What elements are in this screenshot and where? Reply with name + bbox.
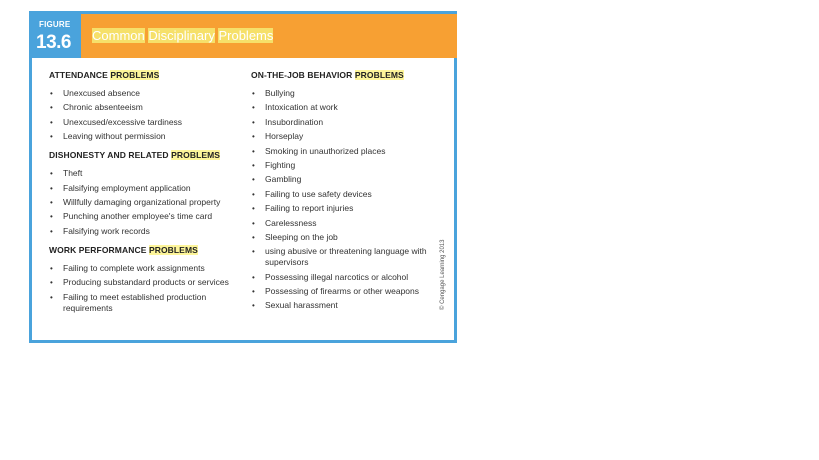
- on-the-job-list: [251, 88, 447, 311]
- figure-badge: [32, 14, 81, 58]
- attendance-heading: ATTENDANCE PROBLEMS: [49, 70, 160, 80]
- heading-highlight: PROBLEMS: [148, 244, 198, 255]
- list-item: • Falsifying employment application: [49, 183, 243, 194]
- list-item: • Theft: [49, 168, 243, 179]
- list-item: • Producing substandard products or services: [49, 277, 243, 288]
- figure-frame: [29, 11, 457, 343]
- list-item: • Horseplay: [251, 131, 447, 142]
- figure-title: [92, 28, 273, 43]
- figure-label: FIGURE: [39, 20, 71, 29]
- list-item: • Unexcused absence: [49, 88, 243, 99]
- list-item: • Falsifying work records: [49, 226, 243, 237]
- work-performance-list: [49, 263, 243, 314]
- list-item: • Bullying: [251, 88, 447, 99]
- copyright-credit: © Cengage Learning 2013: [440, 239, 446, 310]
- list-item: • using abusive or threatening language with supervisors: [251, 246, 447, 268]
- list-item: • Sleeping on the job: [251, 232, 447, 243]
- attendance-list: [49, 88, 243, 142]
- figure-number: 13.6: [36, 32, 71, 53]
- right-column: [251, 70, 447, 319]
- on-the-job-heading: ON-THE-JOB BEHAVIOR PROBLEMS: [251, 70, 404, 80]
- left-column: [49, 70, 243, 322]
- dishonesty-heading: DISHONESTY AND RELATED PROBLEMS: [49, 150, 221, 161]
- list-item: • Punching another employee's time card: [49, 211, 243, 222]
- list-item: • Failing to meet established production requirements: [49, 292, 243, 314]
- heading-highlight: PROBLEMS: [354, 70, 404, 80]
- heading-highlight: PROBLEMS: [171, 150, 221, 161]
- list-item: • Possessing illegal narcotics or alcohol: [251, 272, 447, 283]
- list-item: • Fighting: [251, 160, 447, 171]
- list-item: • Carelessness: [251, 218, 447, 229]
- figure-title-word: Common: [92, 28, 145, 43]
- list-item: • Possessing of firearms or other weapons: [251, 286, 447, 297]
- list-item: • Insubordination: [251, 117, 447, 128]
- list-item: • Willfully damaging organizational property: [49, 197, 243, 208]
- figure-header: [32, 14, 457, 58]
- list-item: • Leaving without permission: [49, 131, 243, 142]
- list-item: • Gambling: [251, 174, 447, 185]
- dishonesty-list: [49, 168, 243, 237]
- work-performance-heading: WORK PERFORMANCE PROBLEMS: [49, 244, 198, 255]
- figure-title-word: Problems: [218, 28, 274, 43]
- figure-title-word: Disciplinary: [148, 28, 215, 43]
- list-item: • Sexual harassment: [251, 300, 447, 311]
- list-item: • Failing to use safety devices: [251, 189, 447, 200]
- list-item: • Failing to report injuries: [251, 203, 447, 214]
- list-item: • Failing to complete work assignments: [49, 263, 243, 274]
- list-item: • Intoxication at work: [251, 102, 447, 113]
- heading-highlight: PROBLEMS: [110, 70, 160, 80]
- list-item: • Smoking in unauthorized places: [251, 146, 447, 157]
- list-item: • Unexcused/excessive tardiness: [49, 117, 243, 128]
- list-item: • Chronic absenteeism: [49, 102, 243, 113]
